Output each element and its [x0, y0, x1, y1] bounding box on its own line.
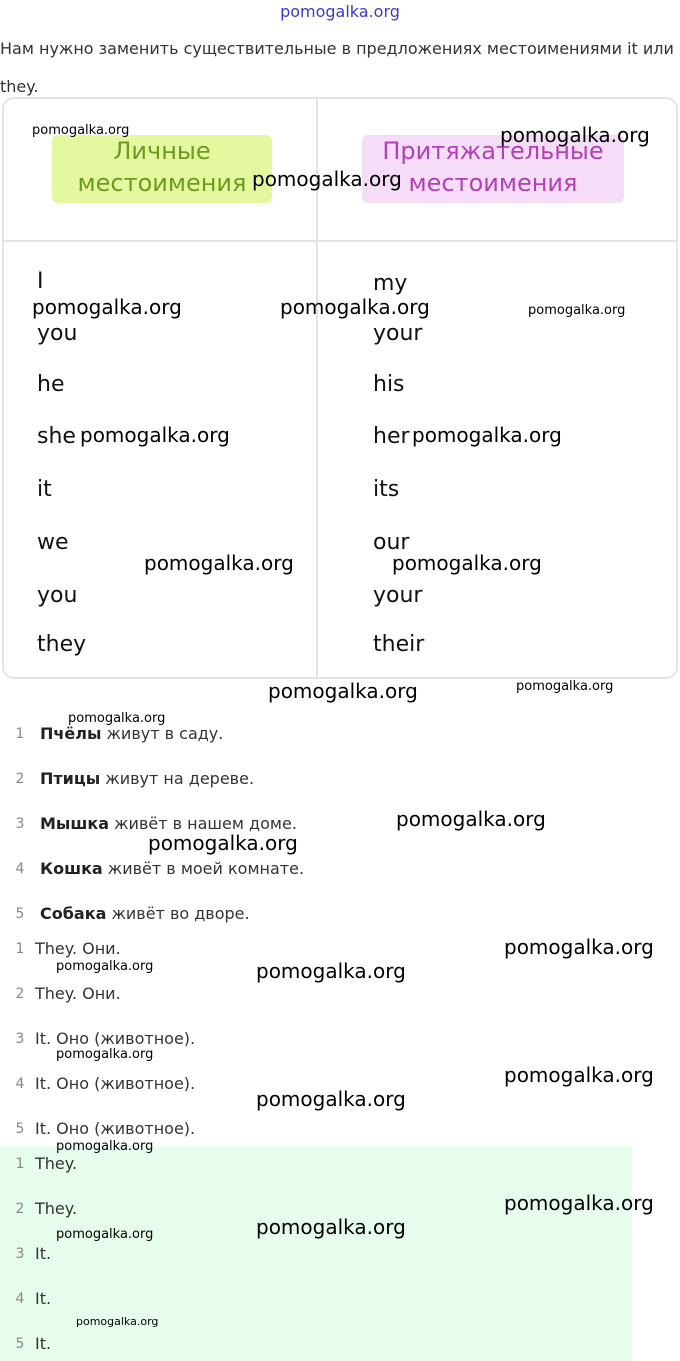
watermark: pomogalka.org: [396, 807, 546, 831]
personal-pronouns-badge: Личные местоимения: [52, 135, 272, 203]
watermark: pomogalka.org: [148, 831, 298, 855]
possessive-pronoun: their: [373, 632, 425, 657]
personal-pronoun: she: [37, 424, 76, 449]
watermark: pomogalka.org: [504, 1063, 654, 1087]
sentence-number: 5: [15, 906, 25, 922]
personal-pronoun: it: [37, 477, 52, 502]
watermark: pomogalka.org: [268, 679, 418, 703]
watermark: pomogalka.org: [144, 551, 294, 575]
watermark: pomogalka.org: [56, 1227, 154, 1242]
watermark: pomogalka.org: [504, 1191, 654, 1215]
translation-number: 3: [15, 1031, 25, 1047]
sentence-rest: живёт во дворе.: [106, 904, 250, 923]
personal-pronoun: I: [37, 269, 44, 294]
answer-number: 2: [15, 1201, 25, 1217]
watermark: pomogalka.org: [256, 1087, 406, 1111]
watermark: pomogalka.org: [528, 303, 626, 318]
translation-text: It. Оно (животное).: [35, 1074, 196, 1093]
answer-number: 3: [15, 1246, 25, 1262]
answer-text: They.: [35, 1154, 78, 1173]
sentence-subject: Собака: [40, 904, 107, 923]
sentence-number: 4: [15, 861, 25, 877]
translation-number: 1: [15, 941, 25, 957]
possessive-pronoun: my: [373, 271, 408, 296]
sentence-subject: Мышка: [40, 814, 110, 833]
watermark: pomogalka.org: [80, 423, 230, 447]
answer-text: It.: [35, 1334, 52, 1353]
possessive-pronouns-badge: Притяжательные местоимения: [362, 135, 624, 203]
possessive-pronoun: its: [373, 477, 400, 502]
watermark: pomogalka.org: [76, 1315, 159, 1328]
answers-block: [0, 1146, 632, 1361]
answer-number: 5: [15, 1336, 25, 1352]
personal-pronoun: you: [37, 583, 78, 608]
watermark: pomogalka.org: [504, 935, 654, 959]
watermark: pomogalka.org: [256, 959, 406, 983]
watermark: pomogalka.org: [516, 679, 614, 694]
answer-number: 1: [15, 1156, 25, 1172]
answer-text: It.: [35, 1244, 52, 1263]
sentence-subject: Кошка: [40, 859, 103, 878]
sentence-number: 1: [15, 726, 25, 742]
sentence-rest: живёт в нашем доме.: [109, 814, 297, 833]
translation-text: They. Они.: [35, 984, 121, 1003]
watermark: pomogalka.org: [32, 123, 130, 138]
possessive-pronoun: his: [373, 372, 405, 397]
translation-number: 2: [15, 986, 25, 1002]
site-header[interactable]: pomogalka.org: [280, 2, 400, 21]
answer-text: It.: [35, 1289, 52, 1308]
sentence-line: [40, 904, 250, 923]
translation-text: It. Оно (животное).: [35, 1119, 196, 1138]
watermark: pomogalka.org: [56, 1139, 154, 1154]
possessive-pronoun: our: [373, 530, 410, 555]
possessive-pronoun: your: [373, 583, 423, 608]
watermark: pomogalka.org: [412, 423, 562, 447]
watermark: pomogalka.org: [68, 711, 166, 726]
sentence-rest: живут на дереве.: [100, 769, 255, 788]
intro-text: Нам нужно заменить существительные в предложениях местоимениями it или they.: [0, 39, 674, 96]
sentence-number: 3: [15, 816, 25, 832]
personal-pronoun: they: [37, 632, 87, 657]
sentence-line: [40, 769, 254, 788]
sentence-rest: живёт в моей комнате.: [102, 859, 305, 878]
personal-pronoun: he: [37, 372, 65, 397]
sentence-rest: живут в саду.: [101, 724, 224, 743]
watermark: pomogalka.org: [32, 295, 182, 319]
sentence-subject: Птицы: [40, 769, 101, 788]
watermark: pomogalka.org: [252, 167, 402, 191]
possessive-pronoun: your: [373, 321, 423, 346]
sentence-subject: Пчёлы: [40, 724, 102, 743]
personal-pronoun: we: [37, 530, 69, 555]
answer-text: They.: [35, 1199, 78, 1218]
translation-number: 4: [15, 1076, 25, 1092]
sentence-line: [40, 724, 223, 743]
sentence-number: 2: [15, 771, 25, 787]
answer-number: 4: [15, 1291, 25, 1307]
watermark: pomogalka.org: [56, 1047, 154, 1062]
watermark: pomogalka.org: [392, 551, 542, 575]
translation-text: They. Они.: [35, 939, 121, 958]
sentence-line: [40, 859, 304, 878]
watermark: pomogalka.org: [256, 1215, 406, 1239]
translation-text: It. Оно (животное).: [35, 1029, 196, 1048]
possessive-pronoun: her: [373, 424, 410, 449]
watermark: pomogalka.org: [280, 295, 430, 319]
watermark: pomogalka.org: [56, 959, 154, 974]
table-divider-horizontal: [4, 240, 676, 242]
translation-number: 5: [15, 1121, 25, 1137]
watermark: pomogalka.org: [500, 123, 650, 147]
personal-pronoun: you: [37, 321, 78, 346]
